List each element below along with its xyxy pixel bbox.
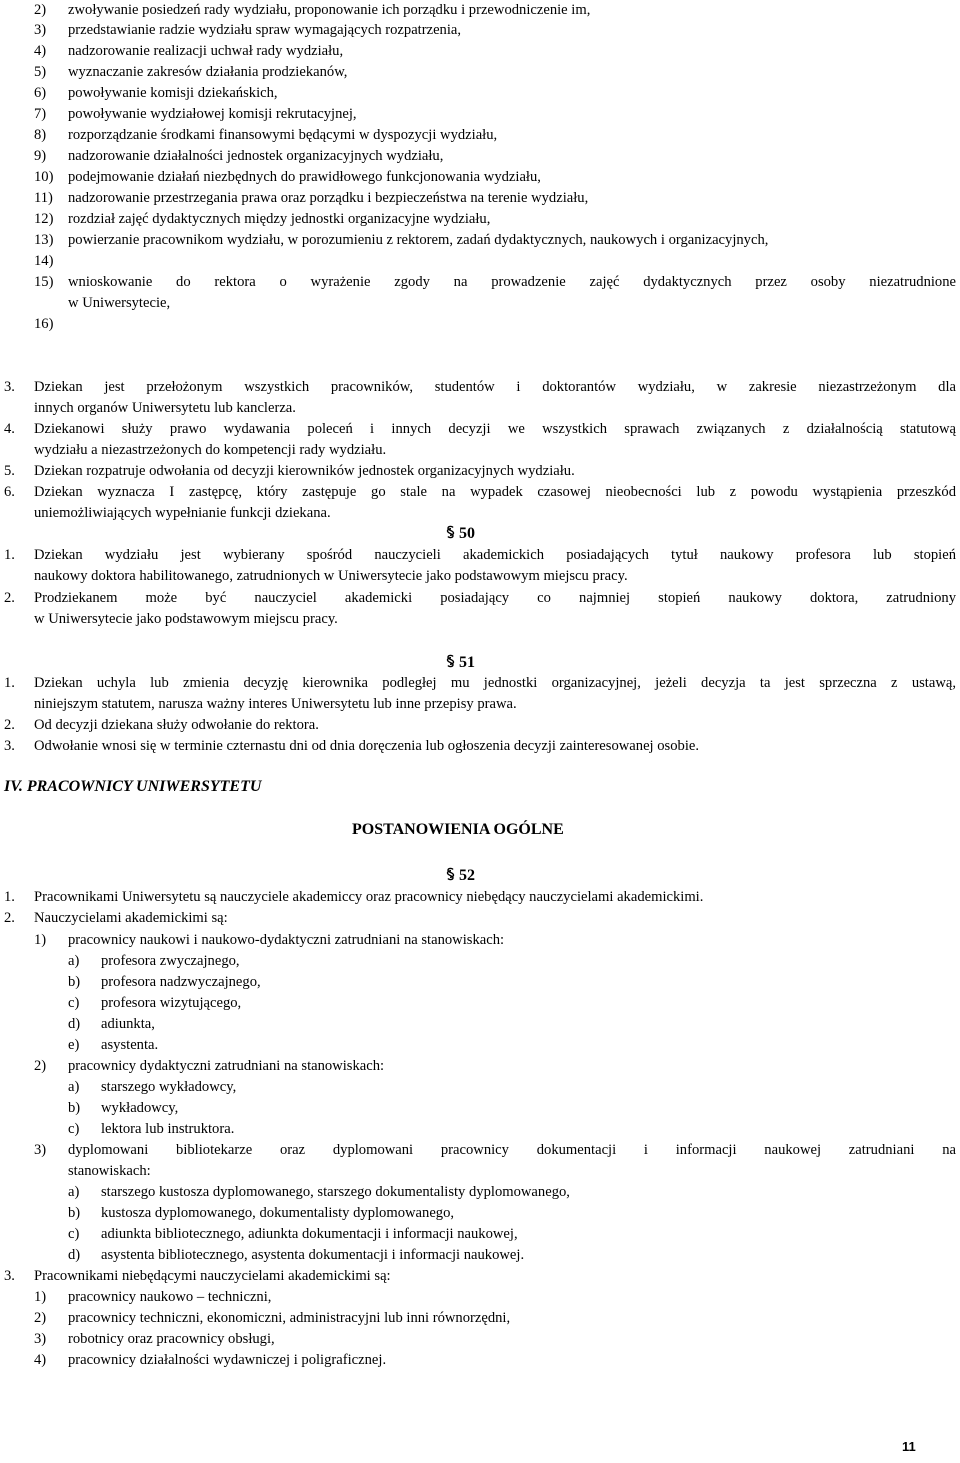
sublist-letter: c): [68, 1121, 80, 1137]
list-item: przedstawianie radzie wydziału spraw wymagających rozpatrzenia,: [68, 22, 462, 38]
sublist-item: wykładowcy,: [101, 1100, 179, 1116]
sublist-item: starszego kustosza dyplomowanego, starszego dokumentalisty dyplomowanego,: [101, 1184, 570, 1200]
subheading: POSTANOWIENIA OGÓLNE: [352, 821, 564, 838]
paragraph-number: 1.: [4, 547, 15, 563]
section-sign-icon: [445, 867, 456, 881]
sublist-letter: c): [68, 1226, 80, 1242]
list-item: dyplomowani bibliotekarze oraz dyplomowani pracownicy dokumentacji i informacji naukowej zatrudniani na: [68, 1142, 956, 1158]
part-heading: IV. PRACOWNICY UNIWERSYTETU: [4, 778, 262, 795]
list-number: 3): [34, 1331, 47, 1347]
paragraph: Dziekan rozpatruje odwołania od decyzji kierowników jednostek organizacyjnych wydziału.: [34, 463, 575, 479]
paragraph-number: 1.: [4, 889, 15, 905]
list-item: robotnicy oraz pracownicy obsługi,: [68, 1331, 275, 1347]
paragraph: Pracownikami Uniwersytetu są nauczyciele akademiccy oraz pracownicy niebędący nauczycielami akademickimi.: [34, 889, 704, 905]
paragraph: Pracownikami niebędącymi nauczycielami akademickimi są:: [34, 1268, 391, 1284]
paragraph: Dziekan jest przełożonym wszystkich pracowników, studentów i doktorantów wydziału, w zakresie niezastrzeżonym dla: [34, 379, 956, 395]
paragraph-continuation: w Uniwersytecie jako podstawowym miejscu pracy.: [34, 611, 338, 627]
paragraph-number: 2.: [4, 590, 15, 606]
section-sign-icon: [445, 525, 456, 539]
paragraph: Prodziekanem może być nauczyciel akademicki posiadający co najmniej stopień naukowy doktora, zatrudniony: [34, 590, 956, 606]
sublist-item: kustosza dyplomowanego, dokumentalisty dyplomowanego,: [101, 1205, 455, 1221]
paragraph-continuation: uniemożliwiających wypełnianie funkcji dziekana.: [34, 505, 331, 521]
sublist-letter: c): [68, 995, 80, 1011]
sublist-letter: b): [68, 1205, 81, 1221]
paragraph: Dziekan wyznacza I zastępcę, który zastępuje go stale na wypadek czasowej nieobecności lub z powodu wystąpienia przeszkód: [34, 484, 956, 500]
list-number: 3): [34, 1142, 47, 1158]
list-number: 5): [34, 64, 47, 80]
paragraph-number: 2.: [4, 717, 15, 733]
list-number: 10): [34, 169, 54, 185]
list-number: 13): [34, 232, 54, 248]
list-number: 7): [34, 106, 47, 122]
sublist-letter: d): [68, 1247, 81, 1263]
list-number: 1): [34, 1289, 47, 1305]
list-item: nadzorowanie działalności jednostek organizacyjnych wydziału,: [68, 148, 444, 164]
list-item: wnioskowanie do rektora o wyrażenie zgody na prowadzenie zajęć dydaktycznych przez osoby niezatrudnione: [68, 274, 956, 290]
paragraph-number: 3.: [4, 379, 15, 395]
section-number: 51: [459, 654, 475, 671]
list-item: pracownicy naukowi i naukowo-dydaktyczni zatrudniani na stanowiskach:: [68, 932, 505, 948]
list-item: pracownicy działalności wydawniczej i poligraficznej.: [68, 1352, 387, 1368]
list-item-continuation: w Uniwersytecie,: [68, 295, 171, 311]
sublist-letter: d): [68, 1016, 81, 1032]
sublist-item: adiunkta bibliotecznego, adiunkta dokumentacji i informacji naukowej,: [101, 1226, 518, 1242]
list-number: 14): [34, 253, 54, 269]
sublist-item: starszego wykładowcy,: [101, 1079, 237, 1095]
sublist-item: profesora wizytującego,: [101, 995, 242, 1011]
list-number: 2): [34, 1310, 47, 1326]
sublist-item: adiunkta,: [101, 1016, 155, 1032]
list-item: nadzorowanie realizacji uchwał rady wydziału,: [68, 43, 344, 59]
list-item: powoływanie wydziałowej komisji rekrutacyjnej,: [68, 106, 357, 122]
sublist-letter: b): [68, 1100, 81, 1116]
paragraph-continuation: naukowy doktora habilitowanego, zatrudnionych w Uniwersytecie jako podstawowym miejscu pracy.: [34, 568, 628, 584]
sublist-letter: a): [68, 953, 80, 969]
paragraph-continuation: innych organów Uniwersytetu lub kanclerza.: [34, 400, 296, 416]
list-item: rozdział zajęć dydaktycznych między jednostki organizacyjne wydziału,: [68, 211, 491, 227]
list-item: pracownicy techniczni, ekonomiczni, administracyjni lub inni równorzędni,: [68, 1310, 511, 1326]
paragraph-number: 2.: [4, 910, 15, 926]
list-item: powoływanie komisji dziekańskich,: [68, 85, 278, 101]
list-number: 12): [34, 211, 54, 227]
list-item: pracownicy dydaktyczni zatrudniani na stanowiskach:: [68, 1058, 385, 1074]
paragraph-number: 1.: [4, 675, 15, 691]
list-item: nadzorowanie przestrzegania prawa oraz porządku i bezpieczeństwa na terenie wydziału,: [68, 190, 589, 206]
section-number: 52: [459, 867, 475, 884]
sublist-letter: a): [68, 1079, 80, 1095]
list-item: pracownicy naukowo – techniczni,: [68, 1289, 272, 1305]
list-number: 3): [34, 22, 47, 38]
list-item: wyznaczanie zakresów działania prodziekanów,: [68, 64, 348, 80]
paragraph-number: 3.: [4, 738, 15, 754]
list-number: 8): [34, 127, 47, 143]
list-item: podejmowanie działań niezbędnych do prawidłowego funkcjonowania wydziału,: [68, 169, 541, 185]
paragraph-number: 6.: [4, 484, 15, 500]
list-number: 4): [34, 1352, 47, 1368]
sublist-letter: a): [68, 1184, 80, 1200]
section-number: 50: [459, 525, 475, 542]
paragraph: Odwołanie wnosi się w terminie czternastu dni od dnia doręczenia lub ogłoszenia decyzji zainteresowanej osobie.: [34, 738, 700, 754]
paragraph: Dziekan wydziału jest wybierany spośród nauczycieli akademickich posiadających tytuł naukowy profesora lub stopień: [34, 547, 956, 563]
list-item-continuation: stanowiskach:: [68, 1163, 151, 1179]
list-number: 2): [34, 1058, 47, 1074]
paragraph: Dziekan uchyla lub zmienia decyzję kierownika podległej mu jednostki organizacyjnej, jeżeli decyzja ta jest sprzeczna z ustawą,: [34, 675, 956, 691]
sublist-letter: e): [68, 1037, 80, 1053]
list-item: rozporządzanie środkami finansowymi będącymi w dyspozycji wydziału,: [68, 127, 498, 143]
list-number: 11): [34, 190, 53, 206]
paragraph: Od decyzji dziekana służy odwołanie do rektora.: [34, 717, 319, 733]
sublist-item: profesora nadzwyczajnego,: [101, 974, 261, 990]
page-number: 11: [902, 1439, 916, 1454]
paragraph-continuation: wydziału a niezastrzeżonych do kompetencji rady wydziału.: [34, 442, 387, 458]
section-sign-icon: [445, 654, 456, 668]
list-number: 4): [34, 43, 47, 59]
list-number: 15): [34, 274, 54, 290]
list-number: 1): [34, 932, 47, 948]
paragraph: Dziekanowi służy prawo wydawania poleceń i innych decyzji we wszystkich sprawach związanych z działalnością statutową: [34, 421, 956, 437]
paragraph-number: 4.: [4, 421, 15, 437]
paragraph-number: 5.: [4, 463, 15, 479]
sublist-item: asystenta.: [101, 1037, 159, 1053]
list-number: 16): [34, 316, 54, 332]
sublist-letter: b): [68, 974, 81, 990]
list-item: powierzanie pracownikom wydziału, w porozumieniu z rektorem, zadań dydaktycznych, naukowych i organizacyjnych,: [68, 232, 769, 248]
sublist-item: profesora zwyczajnego,: [101, 953, 240, 969]
list-number: 6): [34, 85, 47, 101]
list-item: zwoływanie posiedzeń rady wydziału, proponowanie ich porządku i przewodniczenie im,: [68, 2, 591, 18]
list-number: 9): [34, 148, 47, 164]
list-number: 2): [34, 2, 47, 18]
sublist-item: asystenta bibliotecznego, asystenta dokumentacji i informacji naukowej.: [101, 1247, 525, 1263]
paragraph: Nauczycielami akademickimi są:: [34, 910, 228, 926]
sublist-item: lektora lub instruktora.: [101, 1121, 235, 1137]
paragraph-continuation: niniejszym statutem, narusza ważny interes Uniwersytetu lub inne przepisy prawa.: [34, 696, 517, 712]
paragraph-number: 3.: [4, 1268, 15, 1284]
